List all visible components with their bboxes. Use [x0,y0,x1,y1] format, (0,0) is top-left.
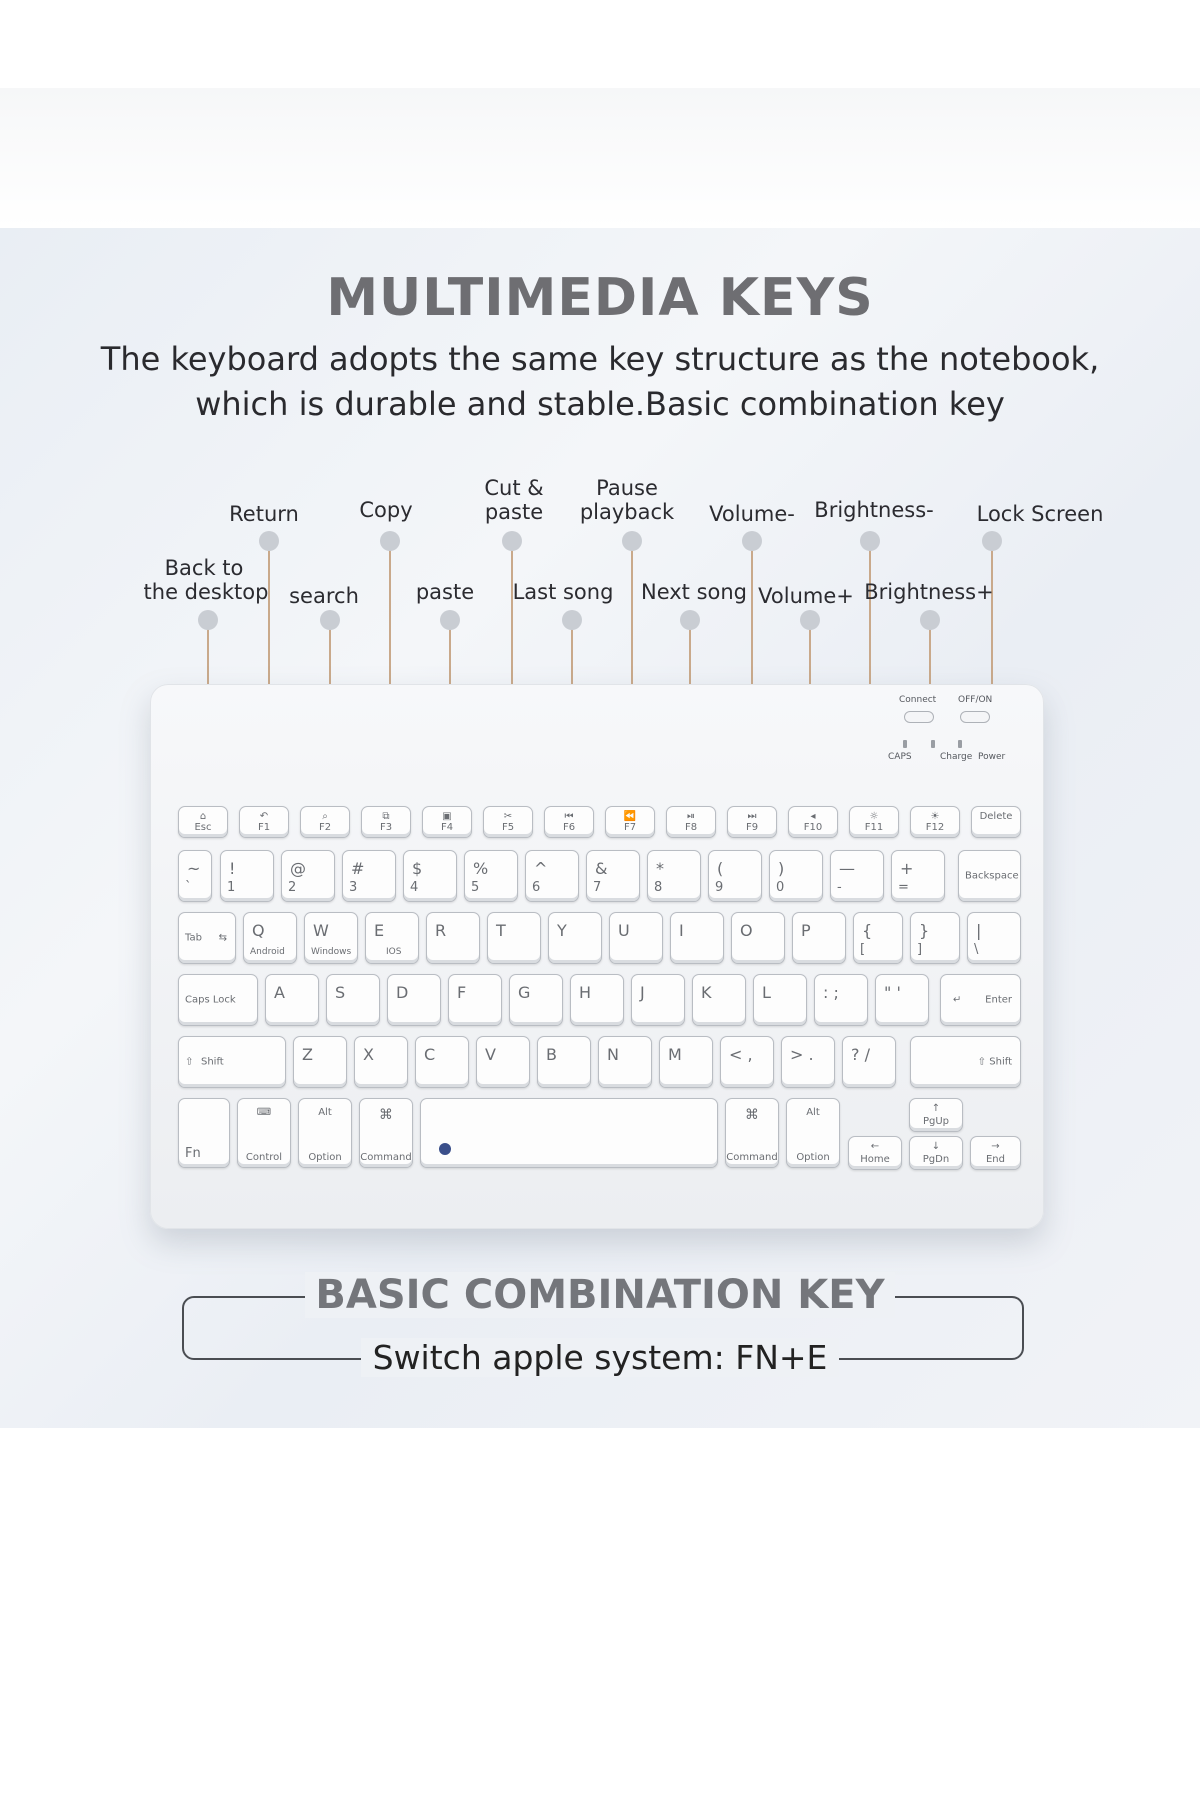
callout-dot [982,531,1002,551]
play-pause-icon: ⏯ [687,811,695,822]
label-pause-2: playback [579,500,675,524]
label-paste: paste [415,580,475,604]
key-9[interactable]: ( 9 [708,850,762,902]
key-right-shift[interactable]: ⇧ Shift [910,1036,1021,1088]
key-k[interactable]: K [692,974,746,1026]
key-left-shift[interactable]: ⇧ Shift [178,1036,286,1088]
key-t[interactable]: T [487,912,541,964]
key-g[interactable]: G [509,974,563,1026]
key-4[interactable]: $ 4 [403,850,457,902]
callout-dot [742,531,762,551]
right-arrow-icon: → [991,1141,1000,1152]
key-minus[interactable]: — - [830,850,884,902]
key-a[interactable]: A [265,974,319,1026]
label-volume-down: Volume- [709,502,795,526]
caps-indicator-label: CAPS [888,752,912,762]
shift-icon: ⇧ [185,1056,194,1068]
key-command-left[interactable]: ⌘ Command [359,1098,413,1168]
off-on-label: OFF/ON [958,695,993,705]
key-caps-lock[interactable]: Caps Lock [178,974,258,1026]
callout-dot [380,531,400,551]
return-icon: ↶ [259,811,269,822]
paste-icon: ▣ [442,811,452,822]
key-f9[interactable]: ⏭ F9 [727,806,777,838]
label-lock-screen: Lock Screen [976,502,1104,526]
label-desktop-1: Back to [164,556,244,580]
command-icon: ⌘ [745,1107,759,1123]
key-5[interactable]: % 5 [464,850,518,902]
callout-dot [800,610,820,630]
key-f10[interactable]: ◂ F10 [788,806,838,838]
key-pgup[interactable]: ↑ PgUp [909,1098,963,1132]
key-8[interactable]: * 8 [647,850,701,902]
key-f4[interactable]: ▣ F4 [422,806,472,838]
next-track-icon: ⏭ [747,811,757,822]
home-icon: ⌂ [199,811,207,822]
label-copy: Copy [359,498,413,522]
key-delete[interactable]: Delete [971,806,1021,838]
key-option-right[interactable]: Alt Option [786,1098,840,1168]
key-enter[interactable]: ↵ Enter [940,974,1021,1026]
key-tab[interactable]: Tab ⇆ [178,912,236,964]
callout-dot [920,610,940,630]
key-6[interactable]: ^ 6 [525,850,579,902]
key-equals[interactable]: + = [891,850,945,902]
subtitle-line-1: The keyboard adopts the same key structure as the notebook, [100,340,1100,378]
key-v[interactable]: V [476,1036,530,1088]
label-cut-paste-2: paste [484,500,544,524]
combination-text: Switch apple system: FN+E [0,1338,1200,1377]
key-end[interactable]: → End [970,1136,1021,1170]
key-q[interactable]: Q Android [243,912,297,964]
key-f12[interactable]: ☀ F12 [910,806,960,838]
copy-icon: ⧉ [382,811,390,822]
key-f2[interactable]: ⌕ F2 [300,806,350,838]
key-u[interactable]: U [609,912,663,964]
key-f1[interactable]: ↶ F1 [239,806,289,838]
key-pgdn[interactable]: ↓ PgDn [909,1136,963,1170]
key-y[interactable]: Y [548,912,602,964]
key-e[interactable]: E IOS [365,912,419,964]
callout-dot [622,531,642,551]
globe-icon [439,1143,451,1155]
label-return: Return [229,502,299,526]
key-d[interactable]: D [387,974,441,1026]
keyboard [150,684,1044,1229]
callout-dot [562,610,582,630]
down-arrow-icon: ↓ [931,1141,941,1152]
key-quote[interactable]: " ' [875,974,929,1026]
previous-track-icon: ⏮ [564,811,574,822]
key-tilde[interactable]: ~ ` [178,850,212,902]
key-r[interactable]: R [426,912,480,964]
callout-dot [259,531,279,551]
key-f7[interactable]: ⏪ F7 [605,806,655,838]
tab-arrows-icon: ⇆ [218,932,227,944]
shift-icon: ⇧ [977,1056,986,1068]
key-w[interactable]: W Windows [304,912,358,964]
key-3[interactable]: # 3 [342,850,396,902]
label-volume-up: Volume+ [758,584,854,608]
label-last-song: Last song [512,580,614,604]
key-0[interactable]: ) 0 [769,850,823,902]
label-desktop-2: the desktop [143,580,269,604]
key-p[interactable]: P [792,912,846,964]
label-pause-1: Pause [596,476,658,500]
enter-icon: ↵ [953,994,962,1006]
left-arrow-icon: ← [870,1141,880,1152]
charge-indicator-label: Charge [940,752,973,762]
key-home[interactable]: ← Home [848,1136,902,1170]
power-indicator-label: Power [978,752,1006,762]
key-x[interactable]: X [354,1036,408,1088]
key-slash[interactable]: ? / [842,1036,896,1088]
page-title: MULTIMEDIA KEYS [326,268,874,328]
key-space[interactable] [420,1098,718,1168]
combination-title: BASIC COMBINATION KEY [0,1272,1200,1318]
key-f5[interactable]: ✂ F5 [483,806,533,838]
power-led [958,740,962,748]
key-right-bracket[interactable]: } ] [910,912,960,964]
key-s[interactable]: S [326,974,380,1026]
key-esc[interactable]: ⌂ Esc [178,806,228,838]
key-option-left[interactable]: Alt Option [298,1098,352,1168]
key-f8[interactable]: ⏯ F8 [666,806,716,838]
key-2[interactable]: @ 2 [281,850,335,902]
key-m[interactable]: M [659,1036,713,1088]
callout-dot [198,610,218,630]
callout-dot [680,610,700,630]
rewind-icon: ⏪ [623,811,637,822]
key-f6[interactable]: ⏮ F6 [544,806,594,838]
key-i[interactable]: I [670,912,724,964]
key-o[interactable]: O [731,912,785,964]
up-arrow-icon: ↑ [931,1103,941,1114]
key-f[interactable]: F [448,974,502,1026]
cut-icon: ✂ [503,811,513,822]
key-control[interactable]: ⌨ Control [237,1098,291,1168]
callout-dot [320,610,340,630]
connect-label: Connect [899,695,937,705]
charge-led [931,740,935,748]
brightness-down-icon: ☼ [869,811,879,822]
brightness-up-icon: ☀ [930,811,940,822]
callout-dot [860,531,880,551]
callout-dot [440,610,460,630]
power-switch[interactable] [960,711,990,723]
key-backslash[interactable]: | \ [967,912,1021,964]
infographic-panel [0,228,1200,1428]
callout-dot [502,531,522,551]
search-icon: ⌕ [322,811,328,822]
key-j[interactable]: J [631,974,685,1026]
command-icon: ⌘ [379,1107,393,1123]
volume-down-icon: ◂ [810,811,816,822]
key-period[interactable]: > . [781,1036,835,1088]
subtitle-line-2: which is durable and stable.Basic combination key [195,385,1005,423]
key-h[interactable]: H [570,974,624,1026]
label-search: search [289,584,359,608]
key-z[interactable]: Z [293,1036,347,1088]
keyboard-icon: ⌨ [256,1107,272,1118]
key-command-right[interactable]: ⌘ Command [725,1098,779,1168]
connect-switch[interactable] [904,711,934,723]
key-left-bracket[interactable]: { [ [853,912,903,964]
key-backspace[interactable]: Backspace [958,850,1021,902]
key-n[interactable]: N [598,1036,652,1088]
key-f11[interactable]: ☼ F11 [849,806,899,838]
key-fn[interactable]: Fn [178,1098,230,1168]
top-strip [0,88,1200,228]
key-b[interactable]: B [537,1036,591,1088]
key-7[interactable]: & 7 [586,850,640,902]
label-next-song: Next song [640,580,748,604]
key-l[interactable]: L [753,974,807,1026]
key-1[interactable]: ! 1 [220,850,274,902]
key-c[interactable]: C [415,1036,469,1088]
key-f3[interactable]: ⧉ F3 [361,806,411,838]
label-brightness-down: Brightness- [814,498,934,522]
key-semicolon[interactable]: : ; [814,974,868,1026]
caps-led [903,740,907,748]
key-comma[interactable]: < , [720,1036,774,1088]
label-cut-paste-1: Cut & [484,476,544,500]
label-brightness-up: Brightness+ [864,580,994,604]
